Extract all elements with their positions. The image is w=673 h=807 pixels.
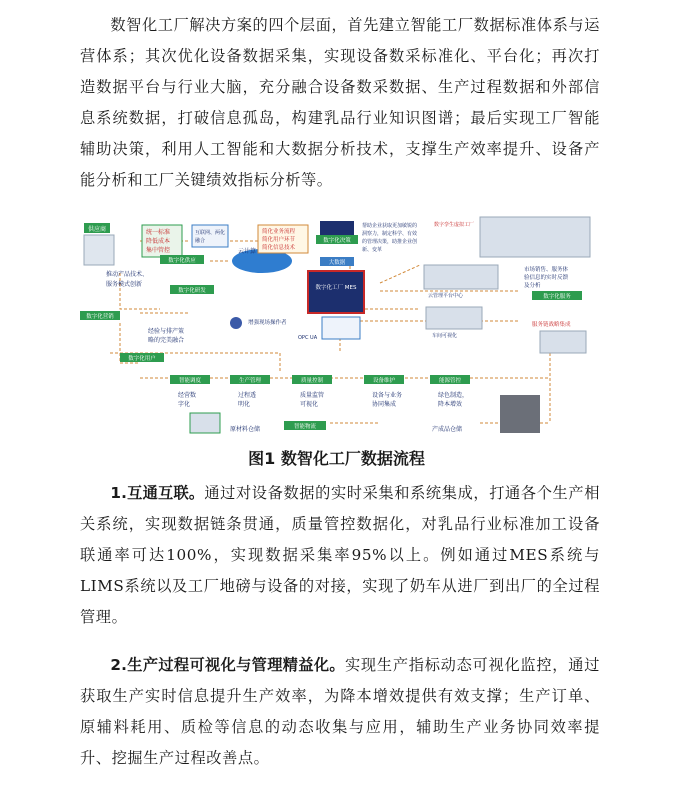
intro-paragraph: 数智化工厂解决方案的四个层面，首先建立智能工厂数据标准体系与运营体系；其次优化设备数据采集，实现设备数采标准化、平台化；再次打造数据平台与行业大脑，充分融合设备数采数据、生产过程数据和外部信息系统数据，打破信息孤岛，构建乳品行业知识图谱；最后实现工厂智能辅助决策，利用人工智能和大数据分析技术，支撑生产效率提升、设备产能分析和工厂关键绩效指标分析等。 <box>80 16 600 189</box>
intelligent-scheduling-label: 智能调度 <box>178 378 202 384</box>
cloud-platform-label: 云管理平台中心 <box>428 293 464 299</box>
decision-text-3: 的管理决策，助推企业创 <box>362 239 418 245</box>
supply-text-2: 降低成本 <box>146 238 171 245</box>
section1-paragraph <box>80 478 600 633</box>
supplier-image <box>84 235 114 265</box>
mes-chip-label: 数字化工厂 MES <box>315 285 357 291</box>
lean-text-2: 略的完美融合 <box>148 337 185 344</box>
workshop-screen <box>322 317 360 339</box>
rd-text-1: 互联网、两化 <box>195 230 226 236</box>
figure-caption: 图1 数智化工厂数据流程 <box>248 449 425 468</box>
simplify-text-3: 简化信息技术 <box>262 245 296 251</box>
workshop-image <box>426 307 482 329</box>
decision-figure-box <box>320 221 354 235</box>
service-chain-label: 服务链战略集成 <box>532 322 571 328</box>
operator-icon <box>230 317 242 329</box>
section1-title: 1.互通互联。 <box>110 484 205 502</box>
decision-text-2: 洞察力，制定科学、有效 <box>362 231 418 237</box>
decision-text-1: 帮助企业获取更加敏锐的 <box>362 223 418 229</box>
cloud-platform-image <box>424 265 498 289</box>
workshop-label: 车间可视化 <box>432 333 458 339</box>
opc-label: OPC UA <box>298 335 318 341</box>
smart-logistics-label: 智能物流 <box>293 424 317 430</box>
digital-marketing-label: 数字化营销 <box>86 314 114 320</box>
push-text-1: 推动产品技术、 <box>106 271 149 278</box>
bullet-4-line-2: 协同集成 <box>372 401 397 408</box>
twin-factory-image <box>480 217 590 257</box>
digital-supply-label: 数字化供应 <box>168 258 196 264</box>
bullet-2-line-2: 明化 <box>238 401 251 408</box>
market-text-1: 市场销售、服务体 <box>524 267 569 273</box>
big-data-label: 大数据 <box>328 260 346 266</box>
data-flow-diagram <box>80 213 600 438</box>
simplify-text-1: 简化业务流程 <box>262 229 296 235</box>
push-text-2: 服务模式创新 <box>106 281 143 288</box>
bullet-5-line-1: 绿色制造， <box>438 392 469 399</box>
bullet-3-line-2: 可视化 <box>300 401 319 408</box>
bullet-1-line-2: 字化 <box>178 401 191 408</box>
quality-control-label: 质量控制 <box>300 378 324 384</box>
supplier-label: 供应商 <box>87 226 107 233</box>
production-mgmt-label: 生产管理 <box>238 378 262 384</box>
supply-text-3: 集中管控 <box>146 247 171 254</box>
enhanced-ops-label: 增强现场操作者 <box>248 320 287 326</box>
digital-rd-label: 数字化研发 <box>178 288 206 294</box>
bullet-5-line-2: 降本增效 <box>438 401 463 408</box>
bullet-3-line-1: 质量监管 <box>300 392 325 399</box>
market-text-3: 及分析 <box>524 283 541 289</box>
simplify-text-2: 简化用户环节 <box>262 237 296 243</box>
energy-mgmt-label: 能源管控 <box>438 378 462 384</box>
server-rack-icon <box>500 395 540 433</box>
twin-factory-label: 数字孪生虚拟工厂 <box>434 222 475 228</box>
decision-text-4: 新、变革 <box>362 247 383 253</box>
bullet-2-line-1: 过程透 <box>238 392 257 399</box>
warehouse-icon <box>190 413 220 433</box>
market-text-2: 验信息的实时反馈 <box>524 275 569 281</box>
product-store-label: 产成品仓储 <box>432 426 463 433</box>
rd-text-2: 融合 <box>195 238 206 244</box>
section2-body: 实现生产指标动态可视化监控，通过获取生产实时信息提升生产效率，为降本增效提供有效支撑；生产订单、原辅料耗用、质检等信息的动态收集与应用，辅助生产业务协同效率提升、挖掘生产过程改善点。 <box>80 656 600 767</box>
service-chain-image <box>540 331 586 353</box>
digital-service-label: 数字化服务 <box>543 294 571 300</box>
equipment-maint-label: 设备维护 <box>372 378 396 384</box>
cloud-label: 云计算 <box>238 248 257 255</box>
section1-body: 通过对设备数据的实时采集和系统集成，打通各个生产相关系统，实现数据链条贯通，质量管控数据化，对乳品行业标准加工设备联通率可达100%，实现数据采集率95%以上。例如通过MES系统与LIMS系统以及工厂地磅与设备的对接，实现了奶车从进厂到出厂的全过程管理。 <box>80 484 600 626</box>
digital-users-label: 数字化用户 <box>128 356 156 362</box>
section2-paragraph <box>80 650 600 774</box>
lean-text-1: 经验与排产策 <box>148 328 185 335</box>
bullet-4-line-1: 设备与业务 <box>372 392 403 399</box>
bullet-1-line-1: 经营数 <box>178 392 197 399</box>
mes-chip <box>308 271 364 313</box>
section2-title: 2.生产过程可视化与管理精益化。 <box>110 656 345 674</box>
supply-text-1: 统一标准 <box>146 229 171 236</box>
digital-decision-label: 数字化决策 <box>323 238 351 244</box>
raw-store-label: 原材料仓储 <box>230 426 261 433</box>
